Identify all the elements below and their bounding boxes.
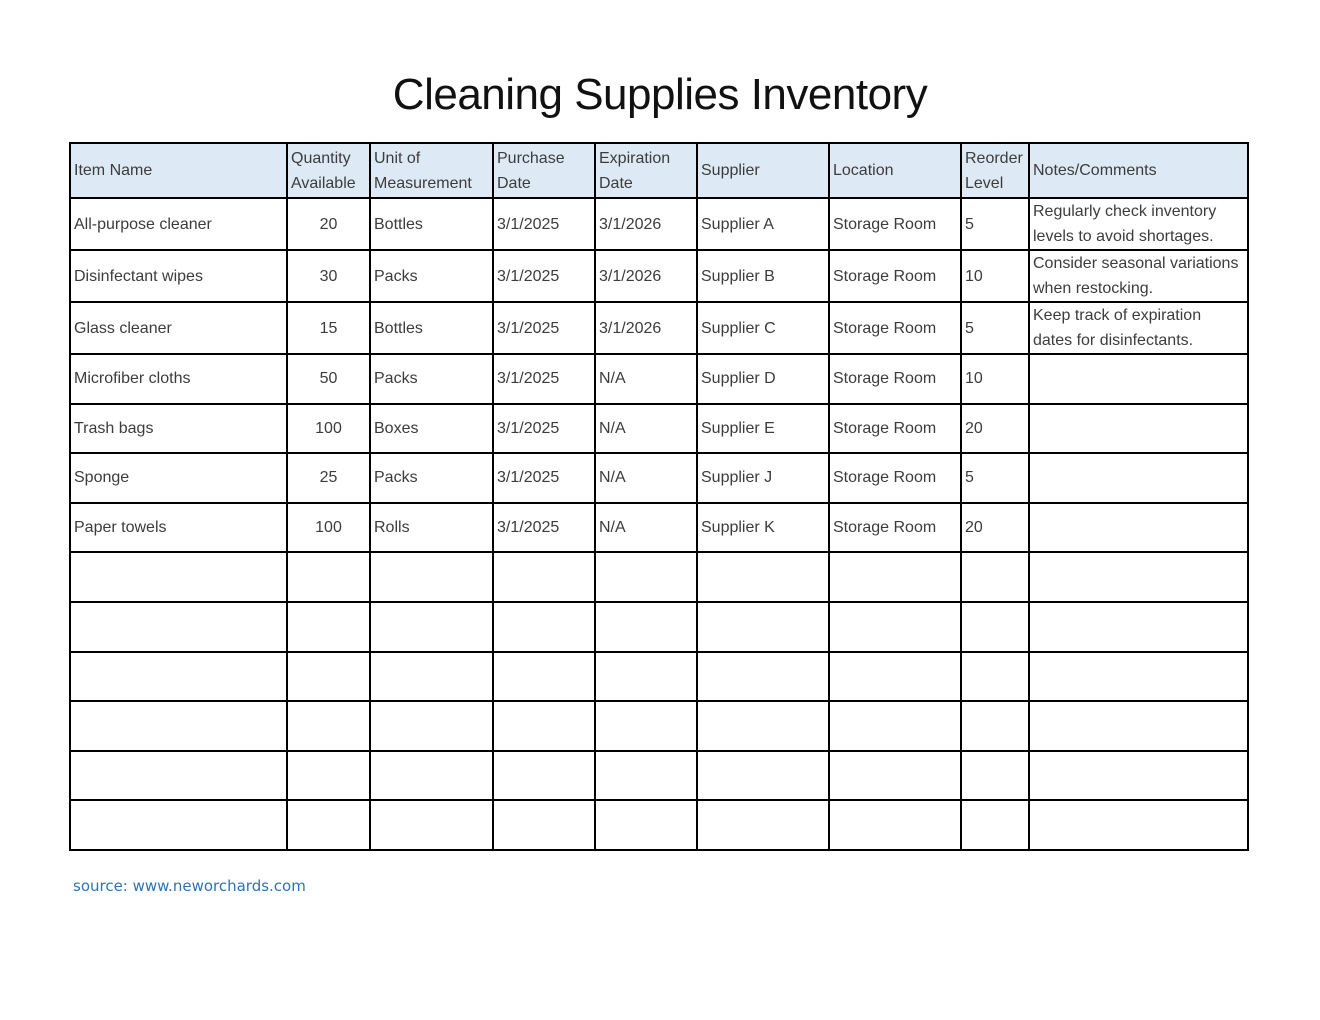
cell-notes[interactable] <box>1029 503 1248 553</box>
empty-cell[interactable] <box>961 751 1029 801</box>
empty-cell[interactable] <box>70 552 287 602</box>
cell-expiration-date[interactable]: 3/1/2026 <box>595 250 697 302</box>
cell-reorder-level[interactable]: 5 <box>961 198 1029 250</box>
empty-row <box>70 701 1248 751</box>
empty-cell[interactable] <box>370 652 493 702</box>
empty-cell[interactable] <box>70 652 287 702</box>
cell-purchase-date[interactable]: 3/1/2025 <box>493 503 595 553</box>
empty-cell[interactable] <box>697 800 829 850</box>
cell-quantity[interactable]: 50 <box>287 354 370 404</box>
empty-cell[interactable] <box>287 751 370 801</box>
empty-cell[interactable] <box>697 552 829 602</box>
header-notes-comments[interactable]: Notes/Comments <box>1029 143 1248 198</box>
empty-cell[interactable] <box>961 652 1029 702</box>
cell-item-name[interactable]: All-purpose cleaner <box>70 198 287 250</box>
cell-item-name[interactable]: Paper towels <box>70 503 287 553</box>
empty-cell[interactable] <box>1029 701 1248 751</box>
empty-cell[interactable] <box>829 800 961 850</box>
inventory-table <box>69 142 1249 851</box>
cell-unit[interactable]: Packs <box>370 453 493 503</box>
cell-notes[interactable] <box>1029 453 1248 503</box>
cell-notes[interactable]: Consider seasonal variations when restocking. <box>1029 250 1248 302</box>
cell-item-name[interactable]: Trash bags <box>70 404 287 454</box>
empty-cell[interactable] <box>595 602 697 652</box>
header-row <box>70 143 1248 198</box>
cell-item-name[interactable]: Disinfectant wipes <box>70 250 287 302</box>
header-purchase-date[interactable]: Purchase Date <box>493 143 595 198</box>
cell-reorder-level[interactable]: 20 <box>961 503 1029 553</box>
empty-cell[interactable] <box>493 552 595 602</box>
cell-quantity[interactable]: 30 <box>287 250 370 302</box>
cell-reorder-level[interactable]: 5 <box>961 302 1029 354</box>
cell-reorder-level[interactable]: 10 <box>961 250 1029 302</box>
cell-expiration-date[interactable]: N/A <box>595 404 697 454</box>
empty-cell[interactable] <box>829 652 961 702</box>
empty-cell[interactable] <box>70 751 287 801</box>
header-supplier[interactable]: Supplier <box>697 143 829 198</box>
cell-expiration-date[interactable]: N/A <box>595 354 697 404</box>
empty-cell[interactable] <box>493 751 595 801</box>
cell-notes[interactable] <box>1029 354 1248 404</box>
page-title: Cleaning Supplies Inventory <box>392 70 928 119</box>
empty-cell[interactable] <box>1029 751 1248 801</box>
table-row <box>70 354 1248 404</box>
cell-location[interactable]: Storage Room <box>829 198 961 250</box>
empty-cell[interactable] <box>493 701 595 751</box>
table-row <box>70 503 1248 553</box>
empty-cell[interactable] <box>1029 800 1248 850</box>
cell-supplier[interactable]: Supplier D <box>697 354 829 404</box>
empty-cell[interactable] <box>287 701 370 751</box>
cell-notes[interactable]: Keep track of expiration dates for disinfectants. <box>1029 302 1248 354</box>
cell-expiration-date[interactable]: 3/1/2026 <box>595 302 697 354</box>
table-row <box>70 302 1248 354</box>
empty-cell[interactable] <box>1029 602 1248 652</box>
empty-cell[interactable] <box>829 552 961 602</box>
cell-item-name[interactable]: Microfiber cloths <box>70 354 287 404</box>
cell-quantity[interactable]: 100 <box>287 503 370 553</box>
empty-cell[interactable] <box>287 552 370 602</box>
empty-cell[interactable] <box>493 602 595 652</box>
cell-quantity[interactable]: 100 <box>287 404 370 454</box>
cell-purchase-date[interactable]: 3/1/2025 <box>493 302 595 354</box>
empty-cell[interactable] <box>595 800 697 850</box>
empty-cell[interactable] <box>595 552 697 602</box>
cell-item-name[interactable]: Sponge <box>70 453 287 503</box>
cell-expiration-date[interactable]: N/A <box>595 503 697 553</box>
empty-cell[interactable] <box>829 751 961 801</box>
cell-supplier[interactable]: Supplier E <box>697 404 829 454</box>
cell-purchase-date[interactable]: 3/1/2025 <box>493 453 595 503</box>
table-row <box>70 250 1248 302</box>
empty-cell[interactable] <box>493 800 595 850</box>
empty-cell[interactable] <box>70 800 287 850</box>
table-row <box>70 453 1248 503</box>
cell-supplier[interactable]: Supplier C <box>697 302 829 354</box>
table-row <box>70 198 1248 250</box>
cell-location[interactable]: Storage Room <box>829 404 961 454</box>
empty-cell[interactable] <box>70 701 287 751</box>
empty-row <box>70 552 1248 602</box>
empty-cell[interactable] <box>697 652 829 702</box>
empty-cell[interactable] <box>1029 652 1248 702</box>
empty-cell[interactable] <box>697 602 829 652</box>
empty-row <box>70 652 1248 702</box>
empty-cell[interactable] <box>961 800 1029 850</box>
empty-cell[interactable] <box>829 602 961 652</box>
cell-quantity[interactable]: 15 <box>287 302 370 354</box>
header-expiration-date[interactable]: Expiration Date <box>595 143 697 198</box>
header-quantity-available[interactable]: Quantity Available <box>287 143 370 198</box>
cell-expiration-date[interactable]: 3/1/2026 <box>595 198 697 250</box>
cell-purchase-date[interactable]: 3/1/2025 <box>493 404 595 454</box>
cell-notes[interactable] <box>1029 404 1248 454</box>
empty-row <box>70 602 1248 652</box>
cell-quantity[interactable]: 25 <box>287 453 370 503</box>
cell-reorder-level[interactable]: 5 <box>961 453 1029 503</box>
empty-cell[interactable] <box>595 701 697 751</box>
header-unit-of-measurement[interactable]: Unit of Measurement <box>370 143 493 198</box>
empty-cell[interactable] <box>595 751 697 801</box>
empty-cell[interactable] <box>370 602 493 652</box>
cell-unit[interactable]: Rolls <box>370 503 493 553</box>
cell-location[interactable]: Storage Room <box>829 354 961 404</box>
cell-location[interactable]: Storage Room <box>829 453 961 503</box>
cell-purchase-date[interactable]: 3/1/2025 <box>493 250 595 302</box>
empty-cell[interactable] <box>961 701 1029 751</box>
cell-unit[interactable]: Boxes <box>370 404 493 454</box>
empty-cell[interactable] <box>287 652 370 702</box>
cell-location[interactable]: Storage Room <box>829 302 961 354</box>
empty-cell[interactable] <box>829 701 961 751</box>
empty-cell[interactable] <box>370 701 493 751</box>
cell-location[interactable]: Storage Room <box>829 250 961 302</box>
cell-reorder-level[interactable]: 20 <box>961 404 1029 454</box>
empty-cell[interactable] <box>70 602 287 652</box>
cell-supplier[interactable]: Supplier K <box>697 503 829 553</box>
empty-row <box>70 800 1248 850</box>
header-reorder-level[interactable]: Reorder Level <box>961 143 1029 198</box>
table-row <box>70 404 1248 454</box>
empty-cell[interactable] <box>370 800 493 850</box>
empty-cell[interactable] <box>697 751 829 801</box>
cell-unit[interactable]: Bottles <box>370 302 493 354</box>
empty-row <box>70 751 1248 801</box>
empty-cell[interactable] <box>595 652 697 702</box>
cell-notes[interactable]: Regularly check inventory levels to avoid shortages. <box>1029 198 1248 250</box>
empty-cell[interactable] <box>1029 552 1248 602</box>
empty-cell[interactable] <box>370 751 493 801</box>
empty-cell[interactable] <box>370 552 493 602</box>
empty-cell[interactable] <box>697 701 829 751</box>
cell-supplier[interactable]: Supplier A <box>697 198 829 250</box>
cell-purchase-date[interactable]: 3/1/2025 <box>493 198 595 250</box>
empty-cell[interactable] <box>961 552 1029 602</box>
cell-unit[interactable]: Packs <box>370 354 493 404</box>
source-link[interactable]: source: www.neworchards.com <box>73 877 306 895</box>
cell-location[interactable]: Storage Room <box>829 503 961 553</box>
cell-purchase-date[interactable]: 3/1/2025 <box>493 354 595 404</box>
cell-quantity[interactable]: 20 <box>287 198 370 250</box>
empty-cell[interactable] <box>961 602 1029 652</box>
header-item-name[interactable]: Item Name <box>70 143 287 198</box>
cell-unit[interactable]: Packs <box>370 250 493 302</box>
cell-supplier[interactable]: Supplier J <box>697 453 829 503</box>
cell-reorder-level[interactable]: 10 <box>961 354 1029 404</box>
empty-cell[interactable] <box>493 652 595 702</box>
cell-supplier[interactable]: Supplier B <box>697 250 829 302</box>
cell-expiration-date[interactable]: N/A <box>595 453 697 503</box>
cell-unit[interactable]: Bottles <box>370 198 493 250</box>
empty-cell[interactable] <box>287 602 370 652</box>
header-location[interactable]: Location <box>829 143 961 198</box>
empty-cell[interactable] <box>287 800 370 850</box>
cell-item-name[interactable]: Glass cleaner <box>70 302 287 354</box>
